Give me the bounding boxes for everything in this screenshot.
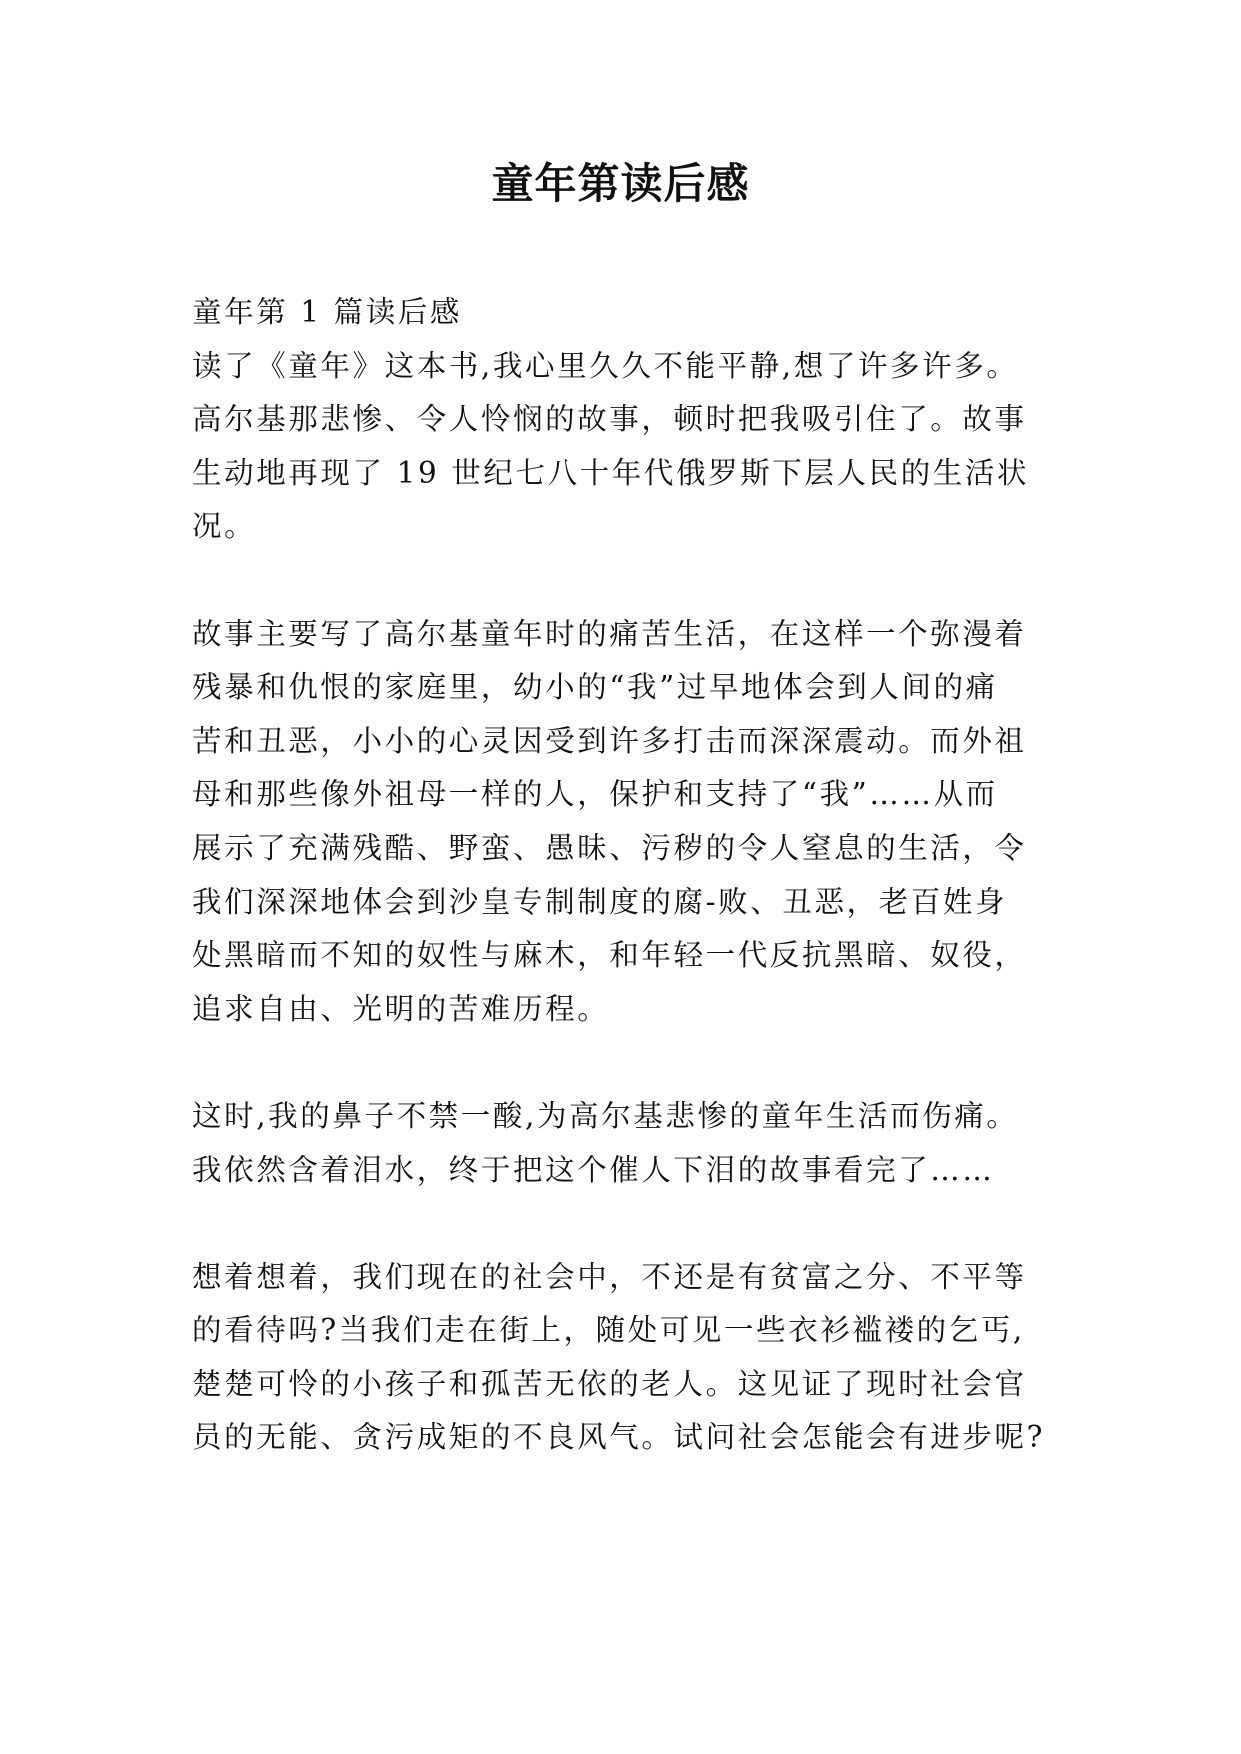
text-line: 残暴和仇恨的家庭里，幼小的“我”过早地体会到人间的痛 — [192, 670, 998, 705]
text-line: 况。 — [192, 509, 257, 544]
text-line: 读了《童年》这本书,我心里久久不能平静,想了许多许多。 — [192, 348, 1019, 383]
text-line: 母和那些像外祖母一样的人，保护和支持了“我”……从而 — [192, 777, 998, 812]
paragraph-1 — [192, 340, 1072, 554]
text-line: 楚楚可怜的小孩子和孤苦无依的老人。这见证了现时社会官 — [192, 1366, 1027, 1401]
paragraph-gap — [192, 1197, 1072, 1251]
text-line: 我依然含着泪水，终于把这个催人下泪的故事看完了…… — [192, 1152, 995, 1187]
text-line: 的看待吗?当我们走在街上，随处可见一些衣衫褴褛的乞丐, — [192, 1313, 1025, 1348]
document-title: 童年第读后感 — [491, 159, 750, 208]
paragraph-4 — [192, 1251, 1072, 1465]
text-line: 追求自由、光明的苦难历程。 — [192, 991, 610, 1026]
text-line: 展示了充满残酷、野蛮、愚昧、污秽的令人窒息的生活，令 — [192, 830, 1027, 865]
text-line: 苦和丑恶，小小的心灵因受到许多打击而深深震动。而外祖 — [192, 723, 1027, 758]
section-heading: 童年第 1 篇读后感 — [192, 295, 463, 329]
text-line: 想着想着，我们现在的社会中，不还是有贫富之分、不平等 — [192, 1259, 1027, 1294]
paragraph-gap — [192, 1036, 1072, 1090]
text-line: 处黑暗而不知的奴性与麻木，和年轻一代反抗黑暗、奴役， — [192, 938, 1027, 973]
paragraph-gap — [192, 554, 1072, 608]
text-line: 故事主要写了高尔基童年时的痛苦生活，在这样一个弥漫着 — [192, 616, 1027, 651]
paragraph-2 — [192, 608, 1072, 1037]
text-line: 员的无能、贪污成矩的不良风气。试问社会怎能会有进步呢? — [192, 1420, 1046, 1455]
text-line: 生动地再现了 19 世纪七八十年代俄罗斯下层人民的生活状 — [192, 455, 1030, 490]
document-body — [192, 286, 1072, 1465]
text-line: 这时,我的鼻子不禁一酸,为高尔基悲惨的童年生活而伤痛。 — [192, 1098, 1019, 1133]
paragraph-3 — [192, 1090, 1072, 1197]
text-line: 高尔基那悲惨、令人怜悯的故事，顿时把我吸引住了。故事 — [192, 402, 1027, 437]
text-line: 我们深深地体会到沙皇专制制度的腐-败、丑恶，老百姓身 — [192, 884, 1008, 919]
